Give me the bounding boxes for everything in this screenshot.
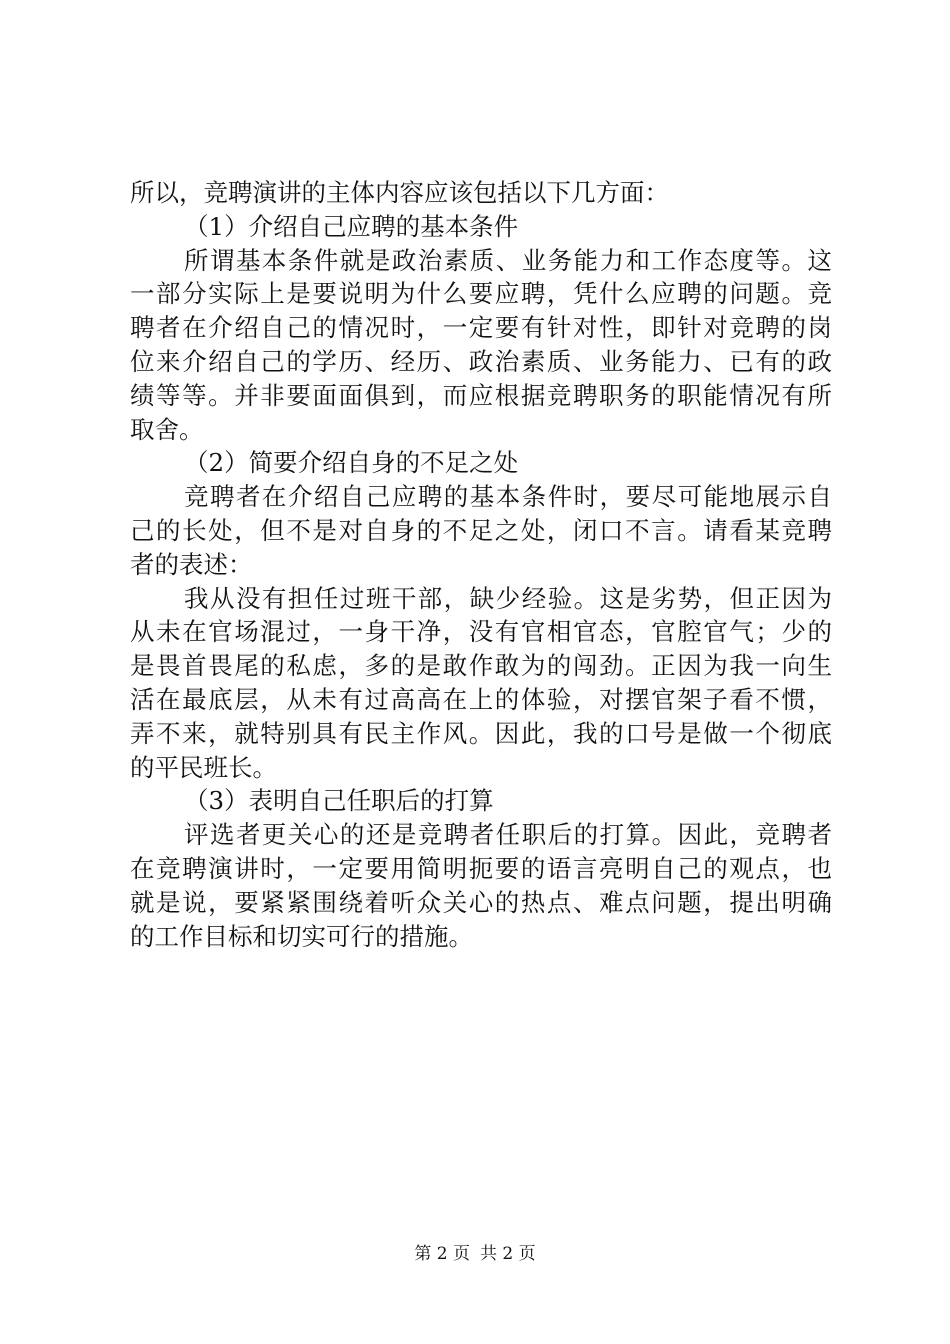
text-line: 的工作目标和切实可行的措施。 (130, 921, 473, 951)
text-line: （2）简要介绍自身的不足之处 (184, 448, 519, 478)
text-line: 的平民班长。 (130, 752, 277, 782)
text-line: 评选者更关心的还是竞聘者任职后的打算。因此，竞聘者 (184, 820, 832, 850)
page-number: 第 2 页 (414, 1244, 470, 1264)
page-total: 共 2 页 (480, 1244, 536, 1264)
text-line: 所以，竞聘演讲的主体内容应该包括以下几方面： (130, 178, 669, 207)
text-line: 绩等等。并非要面面俱到，而应根据竞聘职务的职能情况有所 (130, 380, 832, 410)
text-line: 位来介绍自己的学历、经历、政治素质、业务能力、已有的政 (130, 346, 832, 376)
text-line: 一部分实际上是要说明为什么要应聘，凭什么应聘的问题。竞 (130, 279, 832, 309)
text-line: 竞聘者在介绍自己应聘的基本条件时，要尽可能地展示自 (184, 482, 832, 512)
text-line: 弄不来，就特别具有民主作风。因此，我的口号是做一个彻底 (130, 718, 832, 748)
text-line: 者的表述： (130, 549, 253, 579)
text-line: 是畏首畏尾的私虑，多的是敢作敢为的闯劲。正因为我一向生 (130, 651, 832, 681)
text-line: 我从没有担任过班干部，缺少经验。这是劣势，但正因为 (184, 583, 832, 613)
text-line: 活在最底层，从未有过高高在上的体验，对摆官架子看不惯， (130, 684, 832, 714)
text-line: 就是说，要紧紧围绕着听众关心的热点、难点问题，提出明确 (130, 887, 832, 917)
text-line: （1）介绍自己应聘的基本条件 (184, 211, 519, 241)
text-line: 取舍。 (130, 414, 204, 444)
text-line: 从未在官场混过，一身干净，没有官相官态，官腔官气；少的 (130, 617, 832, 647)
text-line: 己的长处，但不是对自身的不足之处，闭口不言。请看某竞聘 (130, 515, 832, 545)
text-line: 聘者在介绍自己的情况时，一定要有针对性，即针对竞聘的岗 (130, 313, 832, 343)
text-line: （3）表明自己任职后的打算 (184, 786, 494, 816)
text-line: 在竞聘演讲时，一定要用简明扼要的语言亮明自己的观点，也 (130, 853, 832, 883)
document-body (130, 176, 832, 953)
page-footer (0, 1243, 950, 1265)
text-line: 所谓基本条件就是政治素质、业务能力和工作态度等。这 (184, 245, 832, 275)
